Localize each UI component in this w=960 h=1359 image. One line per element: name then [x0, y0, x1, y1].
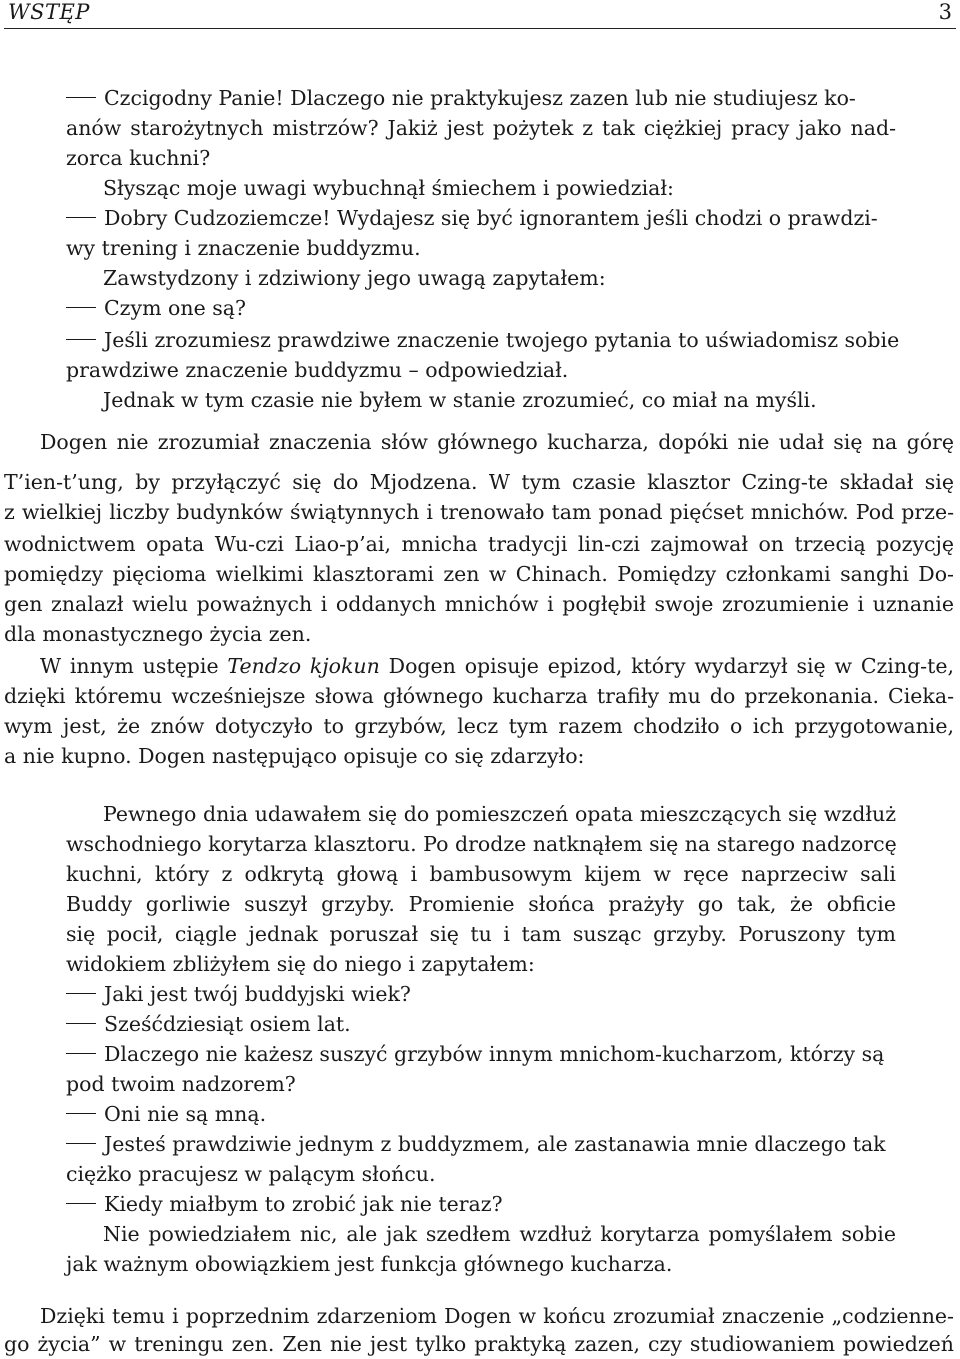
text-line: Jaki jest twój buddyjski wiek? — [66, 980, 411, 1008]
text-line: wy trening i znaczenie buddyzmu. — [66, 236, 421, 260]
text-line: Czym one są? — [66, 294, 246, 322]
text-line: Pewnego dnia udawałem się do pomieszczeń opata mieszczących się wzdłuż — [103, 802, 896, 826]
text-line: Czcigodny Panie! Dlaczego nie praktykujesz zazen lub nie studiujesz ko- — [66, 84, 856, 112]
text-line: dla monastycznego życia zen. — [4, 622, 312, 646]
text-line: Jeśli zrozumiesz prawdziwe znaczenie twojego pytania to uświadomisz sobie — [66, 326, 899, 354]
text-line: pod twoim nadzorem? — [66, 1072, 296, 1096]
text-line: Sześćdziesiąt osiem lat. — [66, 1010, 351, 1038]
text-line: anów starożytnych mistrzów? Jakiż jest pożytek z tak ciężkiej pracy jako nad- — [66, 116, 896, 140]
text-line: dzięki któremu wcześniejsze słowa głównego kucharza trafiły mu do przekonania. Cieka- — [4, 684, 954, 708]
text-line: a nie kupno. Dogen następująco opisuje co się zdarzyło: — [4, 744, 585, 768]
em-dash — [66, 217, 96, 218]
em-dash — [66, 339, 96, 340]
text-line: Dobry Cudzoziemcze! Wydajesz się być ignorantem jeśli chodzi o prawdzi- — [66, 204, 878, 232]
text-line: W innym ustępie Tendzo kjokun Dogen opisuje epizod, który wydarzył się w Czing-te, — [40, 654, 954, 678]
em-dash — [66, 1053, 96, 1054]
text-line: go życia” w treningu zen. Zen nie jest tylko praktyką zazen, czy studiowaniem powiedzeń — [4, 1332, 954, 1356]
em-dash — [66, 993, 96, 994]
text-line: zorca kuchni? — [66, 146, 211, 170]
text-line: Zawstydzony i zdziwiony jego uwagą zapytałem: — [103, 266, 606, 290]
em-dash — [66, 1143, 96, 1144]
em-dash — [66, 1203, 96, 1204]
text-line: wodnictwem opata Wu-czi Liao-p’ai, mnicha tradycji lin-czi zajmował on trzecią pozycję — [4, 532, 954, 556]
text-line: Dzięki temu i poprzednim zdarzeniom Dogen w końcu zrozumiał znaczenie „codzienne- — [40, 1304, 954, 1328]
text-line: się pocił, ciągle jednak poruszał się tu i tam susząc grzyby. Poruszony tym — [66, 922, 896, 946]
text-line: Kiedy miałbym to zrobić jak nie teraz? — [66, 1190, 503, 1218]
text-line: widokiem zbliżyłem się do niego i zapytałem: — [66, 952, 535, 976]
text-line: T’ien-t’ung, by przyłączyć się do Mjodzena. W tym czasie klasztor Czing-te składał się — [4, 470, 954, 494]
page-header — [4, 0, 956, 29]
em-dash — [66, 307, 96, 308]
text-line: prawdziwe znaczenie buddyzmu – odpowiedział. — [66, 358, 569, 382]
text-line: ciężko pracujesz w palącym słońcu. — [66, 1162, 436, 1186]
text-line: Dogen nie zrozumiał znaczenia słów głównego kucharza, dopóki nie udał się na górę — [40, 430, 954, 454]
text-line: pomiędzy pięcioma wielkimi klasztorami zen w Chinach. Pomiędzy członkami sanghi Do- — [4, 562, 954, 586]
text-line: Nie powiedziałem nic, ale jak szedłem wzdłuż korytarza pomyślałem sobie — [103, 1222, 896, 1246]
page-number: 3 — [938, 0, 952, 24]
text-line: z wielkiej liczby budynków świątynnych i trenowało tam ponad pięćset mnichów. Pod prze- — [4, 500, 954, 524]
text-line: Buddy gorliwie suszył grzyby. Promienie słońca prażyły go tak, że obficie — [66, 892, 896, 916]
em-dash — [66, 1023, 96, 1024]
em-dash — [66, 1113, 96, 1114]
em-dash — [66, 97, 96, 98]
text-line: Słysząc moje uwagi wybuchnął śmiechem i powiedział: — [103, 176, 674, 200]
text-line: gen znalazł wielu poważnych i oddanych mnichów i pogłębił swoje zrozumienie i uznanie — [4, 592, 954, 616]
text-line: wschodniego korytarza klasztoru. Po drodze natknąłem się na starego nadzorcę — [66, 832, 897, 856]
text-line: jak ważnym obowiązkiem jest funkcja głównego kucharza. — [66, 1252, 673, 1276]
running-title: WSTĘP — [8, 0, 90, 24]
text-line: wym jest, że znów dotyczyło to grzybów, lecz tym razem chodziło o ich przygotowanie, — [4, 714, 954, 738]
text-line: kuchni, który z odkrytą głową i bambusowym kijem w ręce naprzeciw sali — [66, 862, 896, 886]
book-title: Tendzo kjokun — [227, 654, 380, 678]
text-line: Jesteś prawdziwie jednym z buddyzmem, ale zastanawia mnie dlaczego tak — [66, 1130, 886, 1158]
text-line: Dlaczego nie każesz suszyć grzybów innym mnichom-kucharzom, którzy są — [66, 1040, 884, 1068]
text-line: Oni nie są mną. — [66, 1100, 266, 1128]
text-line: Jednak w tym czasie nie byłem w stanie zrozumieć, co miał na myśli. — [103, 388, 817, 412]
